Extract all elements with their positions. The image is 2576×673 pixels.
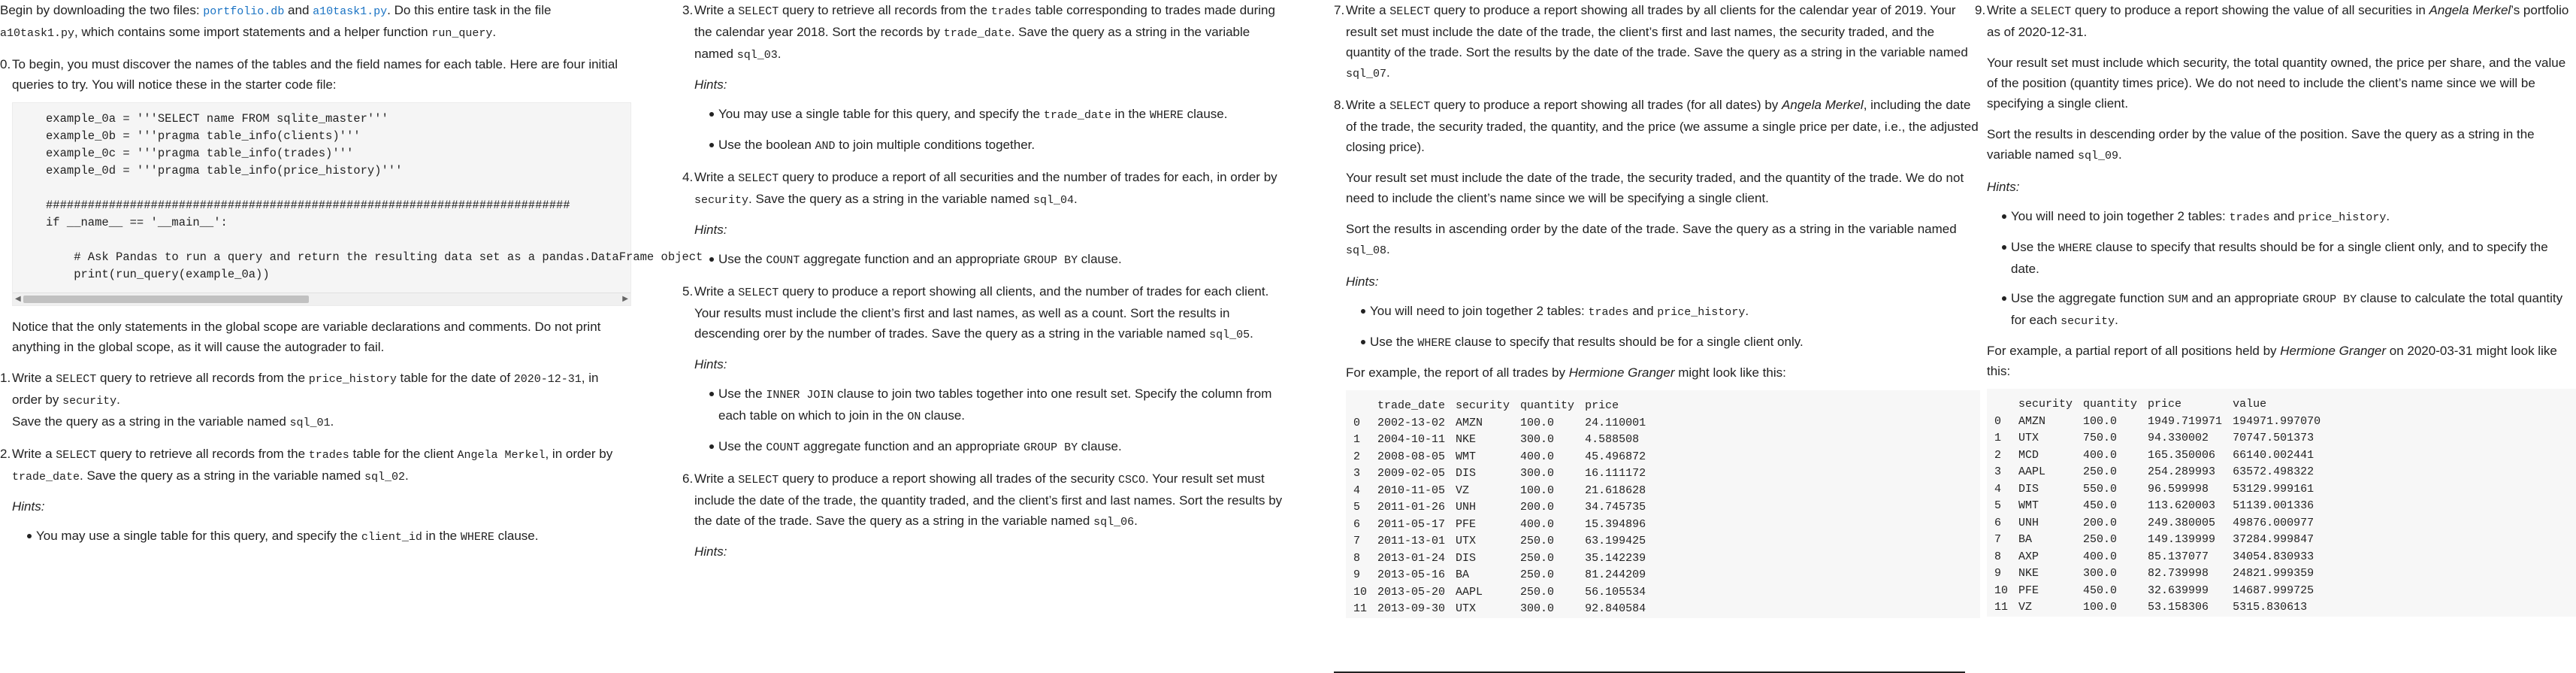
table-cell: 2013-09-30 [1377,602,1446,615]
table-cell: DIS [1456,467,1477,480]
table-cell: 32.639999 [2148,584,2209,597]
table-row [1353,499,1656,517]
table-row [1994,532,2331,549]
task-2: 2. Write a SELECT query to retrieve all records from the trades table for the client Angela Merkel, in order by trade_date. Save the query as a string in the variable named sql_02. Hints: You may use a single table for this query, and specify the client_id in the WHERE clause. [0,444,631,547]
table-cell: 53.158306 [2148,601,2209,614]
table-row [1994,481,2331,499]
table-cell: 11 [1994,601,2009,614]
table-cell: 10 [1994,584,2009,597]
table-cell: 63572.498322 [2233,465,2314,478]
table-cell: 250.0 [1520,551,1555,565]
table-row [1994,414,2331,431]
table-cell: UTX [1456,602,1477,615]
task-list-b [682,0,1283,562]
table-cell: 24821.999359 [2233,567,2314,580]
table-cell: 7 [1994,533,2002,546]
table-cell: 100.0 [1520,484,1555,497]
table-row [1994,599,2331,617]
table-row [1994,498,2331,515]
table-cell: 2013-05-20 [1377,585,1446,599]
table-cell: 400.0 [1520,450,1555,463]
hints-heading: Hints: [694,544,727,559]
table-cell: 14687.999725 [2233,584,2314,597]
column-header: trade_date [1377,399,1446,412]
table-cell: 11 [1353,602,1368,615]
table-cell: VZ [2018,601,2033,614]
task-3: 3. Write a SELECT query to retrieve all records from the trades table corresponding to trades made during the calendar year 2018. Sort the records by trade_date. Save the query as a string in the variable named sql_03. Hints: You may use a single table for this query, and specify the trade_date in the WHERE clause. Use the boolean AND to join multiple conditions together. [682,0,1283,156]
table-cell: 149.139999 [2148,533,2216,546]
table-cell: WMT [1456,450,1477,463]
column-header: price [2148,398,2182,411]
table-row [1353,449,1656,466]
table-cell: 165.350006 [2148,448,2216,462]
table-cell: 4 [1353,484,1361,497]
table-row [1994,430,2331,447]
hints-list: You will need to join together 2 tables: trades and price_history. Use the WHERE clause to specify that results should be for a single client only. [1346,301,1980,353]
table-cell: PFE [2018,584,2039,597]
scroll-right-icon[interactable]: ▶ [622,295,628,303]
table-cell: 81.244209 [1585,568,1646,581]
task-1: 1. Write a SELECT query to retrieve all records from the price_history table for the date of 2020-12-31, in order by security. Save the query as a string in the variable named sql_01. [0,371,599,429]
table-cell: 45.496872 [1585,450,1646,463]
table-cell: 2008-08-05 [1377,450,1446,463]
portfolio-db-link[interactable]: portfolio.db [203,5,285,18]
table-cell: 34054.830933 [2233,550,2314,563]
table-cell: 250.0 [2083,533,2118,546]
table-cell: 37284.999847 [2233,533,2314,546]
hints-list: Use the COUNT aggregate function and an appropriate GROUP BY clause. [694,249,1283,271]
hints-heading: Hints: [1987,180,2020,194]
intro-paragraph: Begin by downloading the two files: portfolio.db and a10task1.py. Do this entire task in the file a10task1.py, which contains some import statements and a helper function run_query. [0,3,552,40]
table-cell: 34.745735 [1585,501,1646,514]
table-row [1353,601,1656,618]
table-cell: DIS [2018,482,2039,496]
hints-heading: Hints: [694,357,727,371]
table-cell: 2010-11-05 [1377,484,1446,497]
table-cell: 9 [1353,568,1361,581]
table-cell: 250.0 [1520,535,1555,547]
table-cell: 24.110001 [1585,416,1646,429]
table-cell: 0 [1994,414,2002,428]
table-cell: 70747.501373 [2233,432,2314,444]
table-row [1353,533,1656,550]
table-cell: 6 [1353,517,1361,531]
column-header: value [2233,398,2267,411]
table-cell: 2002-13-02 [1377,416,1446,429]
table-cell: 249.380005 [2148,516,2216,529]
dataframe-output [1994,396,2331,617]
hints-list: You may use a single table for this query, and specify the client_id in the WHERE clause. [12,526,631,547]
table-cell: 2011-13-01 [1377,535,1446,547]
table-cell: AAPL [2018,465,2046,478]
table-cell: 5 [1353,501,1361,514]
table-cell: AMZN [1456,416,1483,429]
table-cell: PFE [1456,517,1477,531]
table-cell: UTX [1456,535,1477,547]
column-header: security [1456,399,1510,412]
table-cell: 100.0 [2083,414,2118,428]
table-row [1994,565,2331,583]
column-2 [682,0,1283,673]
column-header: quantity [2083,398,2138,411]
code-text: example_0a = '''SELECT name FROM sqlite_master''' example_0b = '''pragma table_info(clients)''' example_0c = '''pragma table_info(trades)''' example_0d = '''pragma table_info(price_history)''' ########################################################################### if __name__ == '__main__': # Ask Pandas to run a query and return the resulting data set as a pandas.DataFrame object print(run_query(example_0a)) [46,112,703,281]
table-cell: 2004-10-11 [1377,433,1446,446]
table-cell: NKE [2018,567,2039,580]
table-cell: 82.739998 [2148,567,2209,580]
scrollbar-thumb[interactable] [23,296,309,303]
column-header [1353,398,1377,415]
hints-list: Use the INNER JOIN clause to join two tables together into one result set. Specify the column from each table on which to join in the ON clause. Use the COUNT aggregate function and an appropriate GROUP BY clause. [694,383,1283,458]
table-cell: 254.289993 [2148,465,2216,478]
table-cell: 35.142239 [1585,551,1646,565]
table-cell: 250.0 [1520,568,1555,581]
table-cell: AMZN [2018,414,2046,428]
table-cell: 92.840584 [1585,602,1646,615]
table-cell: DIS [1456,551,1477,565]
table-header-row [1353,398,1656,415]
scroll-left-icon[interactable]: ◀ [15,295,21,303]
table-cell: MCD [2018,448,2039,462]
table-cell: UTX [2018,432,2039,444]
table-cell: 400.0 [1520,517,1555,531]
column-header [1994,396,2018,414]
table-cell: 66140.002441 [2233,448,2314,462]
example-positions-table [1987,389,2576,617]
hints-heading: Hints: [1346,274,1379,289]
table-cell: 8 [1994,550,2002,563]
table-cell: UNH [2018,516,2039,529]
table-cell: AXP [2018,550,2039,563]
table-cell: 750.0 [2083,432,2118,444]
table-cell: 2 [1353,450,1361,463]
table-cell: 49876.000977 [2233,516,2314,529]
table-cell: 113.620003 [2148,499,2216,512]
table-cell: 2013-05-16 [1377,568,1446,581]
hints-list: You will need to join together 2 tables: trades and price_history. Use the WHERE clause to specify that results should be for a single client only, and to specify the date. Use the aggregate function SUM and an appropriate GROUP BY clause to calculate the total quantity for each security. [1987,206,2576,332]
column-3 [1334,0,1980,673]
table-cell: 94.330002 [2148,432,2209,444]
table-cell: 400.0 [2083,550,2118,563]
hints-heading: Hints: [694,77,727,92]
table-cell: 250.0 [2083,465,2118,478]
table-cell: 5 [1994,499,2002,512]
table-cell: 2011-01-26 [1377,501,1446,514]
table-cell: 15.394896 [1585,517,1646,531]
table-cell: 450.0 [2083,584,2118,597]
table-cell: 3 [1994,465,2002,478]
table-row [1353,517,1656,534]
table-header-row [1994,396,2331,414]
column-header: price [1585,399,1619,412]
table-cell: 2009-02-05 [1377,467,1446,480]
hints-heading: Hints: [694,223,727,237]
table-cell: 1 [1353,433,1361,446]
example-trades-table [1346,390,1980,618]
task-7: 7. Write a SELECT query to produce a report showing all trades by all clients for the calendar year of 2019. Your result set must include the date of the trade, the client’s first and last names, the security traded, and the quantity of the trade. Sort the results by the date of the trade. Save the query as a string in the variable named sql_07. [1334,3,1968,80]
table-cell: 7 [1353,535,1361,547]
table-row [1353,432,1656,449]
column-header: quantity [1520,399,1575,412]
table-cell: 194971.997070 [2233,414,2321,428]
table-cell: 1949.719971 [2148,414,2223,428]
task-list-d [1975,0,2576,617]
table-cell: 2013-01-24 [1377,551,1446,565]
table-row [1994,583,2331,600]
column-header: security [2018,398,2073,411]
table-cell: 3 [1353,467,1361,480]
task-0: 0. To begin, you must discover the names of the tables and the field names for each table. Here are four initial queries to try. You will notice these in the starter code file: example_0a = '''SELECT name FROM sqlite_master''' example_0b = '''pragma table_info(clients)''' example_0c = '''pragma table_info(trades)''' example_0d = '''pragma table_info(price_history)''' ########################################################################### if __name__ == '__main__': # Ask Pandas to run a query and return the resulting data set as a pandas.DataFrame object print(run_query(example_0a)) ◀ ▶ Notice that the only statements in the global scope are variable declarations and comments. Do not print anything in the global scope, as it will cause the autograder to fail. [0,54,631,357]
table-cell: 9 [1994,567,2002,580]
table-cell: 4 [1994,482,2002,496]
table-cell: 85.137077 [2148,550,2209,563]
column-1 [0,0,703,673]
dataframe-output [1353,398,1656,618]
table-cell: 96.599998 [2148,482,2209,496]
table-cell: 300.0 [2083,567,2118,580]
table-cell: 200.0 [2083,516,2118,529]
table-row [1994,515,2331,532]
column-4 [1975,0,2576,673]
table-cell: VZ [1456,484,1470,497]
table-row [1353,483,1656,500]
table-cell: 56.105534 [1585,585,1646,599]
table-cell: AAPL [1456,585,1483,599]
task-6: 6. Write a SELECT query to produce a report showing all trades of the security CSCO. Your result set must include the date of the trade, the quantity traded, and the client’s first and last names. Sort the results by the date of the trade. Save the query as a string in the variable named sql_06. Hints: [682,468,1283,562]
table-row [1353,567,1656,584]
table-cell: 100.0 [2083,601,2118,614]
table-cell: 200.0 [1520,501,1555,514]
notice-text: Notice that the only statements in the global scope are variable declarations and comments. Do not print anything in the global scope, as it will cause the autograder to fail. [12,320,601,354]
hints-heading: Hints: [12,499,45,514]
task-list-a [0,54,703,547]
table-cell: 51139.001336 [2233,499,2314,512]
table-cell: 63.199425 [1585,535,1646,547]
table-cell: 2 [1994,448,2002,462]
table-row [1353,415,1656,432]
table-cell: 0 [1353,416,1361,429]
table-cell: 100.0 [1520,416,1555,429]
table-cell: 550.0 [2083,482,2118,496]
table-cell: 300.0 [1520,467,1555,480]
table-row [1353,465,1656,483]
table-cell: 1 [1994,432,2002,444]
a10task1-link[interactable]: a10task1.py [313,5,388,18]
table-cell: 53129.999161 [2233,482,2314,496]
table-cell: BA [2018,533,2033,546]
table-cell: 300.0 [1520,433,1555,446]
table-cell: 450.0 [2083,499,2118,512]
table-cell: 16.111172 [1585,467,1646,480]
table-row [1994,447,2331,465]
table-cell: WMT [2018,499,2039,512]
task-list-c [1334,0,1980,618]
table-cell: 300.0 [1520,602,1555,615]
task-5: 5. Write a SELECT query to produce a report showing all clients, and the number of trades for each client. Your results must include the client’s first and last names, as well as a count. Sort the results in descending orer by the number of trades. Save the query as a string in the variable named sql_05. Hints: Use the INNER JOIN clause to join two tables together into one result set. Specify the column from each table on which to join in the ON clause. Use the COUNT aggregate function and an appropriate GROUP BY clause. [682,281,1283,458]
starter-code-block [12,102,703,306]
table-row [1994,464,2331,481]
table-cell: 5315.830613 [2233,601,2308,614]
task-9: 9. Write a SELECT query to produce a report showing the value of all securities in Angela Merkel’s portfolio as of 2020-12-31. Your result set must include which security, the total quantity owned, the price per share, and the value of the position (quantity times price). We do not need to include the client’s name since we will be specifying a single client. Sort the results in descending order by the value of the position. Save the query as a string in the variable named sql_09. Hints: You will need to join together 2 tables: trades and price_history. Use the WHERE clause to specify that results should be for a single client only, and to specify the date. Use the aggregate function SUM and an appropriate GROUP BY clause to calculate the total quantity for each security. For example, a partial report of all positions held by Hermione Granger on 2020-03-31 might look like this: security quantity price value 0 AMZN 100.0 1949.719971 194971.997070 1 UTX 750.0 94.330002 70747.501373 2 MCD 400.0 165.350006 66140.002441 3 AAPL 250.0 254.289993 63572.498322 4 DIS 550.0 96.599998 53129.999161 5 WMT 450.0 113.620003 51139.001336 6 UNH 200.0 249.380005 49876.000977 7 BA 250.0 149.139999 37284.999847 8 AXP 400.0 85.137077 34054.830933 9 NKE 300.0 82.739998 24821.999359 10 PFE 450.0 32.639999 14687.999725 11 VZ 100.0 53.158306 5315.830613 [1975,0,2576,617]
table-cell: NKE [1456,433,1477,446]
table-cell: 4.588508 [1585,433,1640,446]
table-cell: BA [1456,568,1470,581]
horizontal-scrollbar[interactable] [13,293,630,305]
table-cell: 250.0 [1520,585,1555,599]
table-cell: 6 [1994,516,2002,529]
table-cell: 10 [1353,585,1368,599]
table-cell: 2011-05-17 [1377,517,1446,531]
task-8: 8. Write a SELECT query to produce a report showing all trades (for all dates) by Angela Merkel, including the date of the trade, the security traded, the quantity, and the price (we assume a single price per date, i.e., the adjusted closing price). Your result set must include the date of the trade, the security traded, and the quantity of the trade. We do not need to include the client’s name since we will be specifying a single client. Sort the results in ascending order by the date of the trade. Save the query as a string in the variable named sql_08. Hints: You will need to join together 2 tables: trades and price_history. Use the WHERE clause to specify that results should be for a single client only. For example, the report of all trades by Hermione Granger might look like this: trade_date security quantity price 0 2002-13-02 AMZN 100.0 24.110001 1 2004-10-11 NKE 300.0 4.588508 2 2008-08-05 WMT 400.0 45.496872 3 2009-02-05 DIS 300.0 16.111172 4 2010-11-05 VZ 100.0 21.618628 5 2011-01-26 UNH 200.0 34.745735 6 2011-05-17 PFE 400.0 15.394896 7 2011-13-01 UTX 250.0 63.199425 8 2013-01-24 DIS 250.0 35.142239 9 2013-05-16 BA 250.0 81.244209 10 2013-05-20 AAPL 250.0 56.105534 11 2013-09-30 UTX 300.0 92.840584 [1334,95,1980,618]
table-cell: 21.618628 [1585,484,1646,497]
table-row [1994,549,2331,566]
table-cell: 8 [1353,551,1361,565]
task-4: 4. Write a SELECT query to produce a report of all securities and the number of trades for each, in order by security. Save the query as a string in the variable named sql_04. Hints: Use the COUNT aggregate function and an appropriate GROUP BY clause. [682,167,1283,271]
table-row [1353,584,1656,602]
table-cell: 400.0 [2083,448,2118,462]
table-row [1353,550,1656,568]
hints-list: You may use a single table for this query, and specify the trade_date in the WHERE clause. Use the boolean AND to join multiple conditions together. [694,104,1283,156]
table-cell: UNH [1456,501,1477,514]
